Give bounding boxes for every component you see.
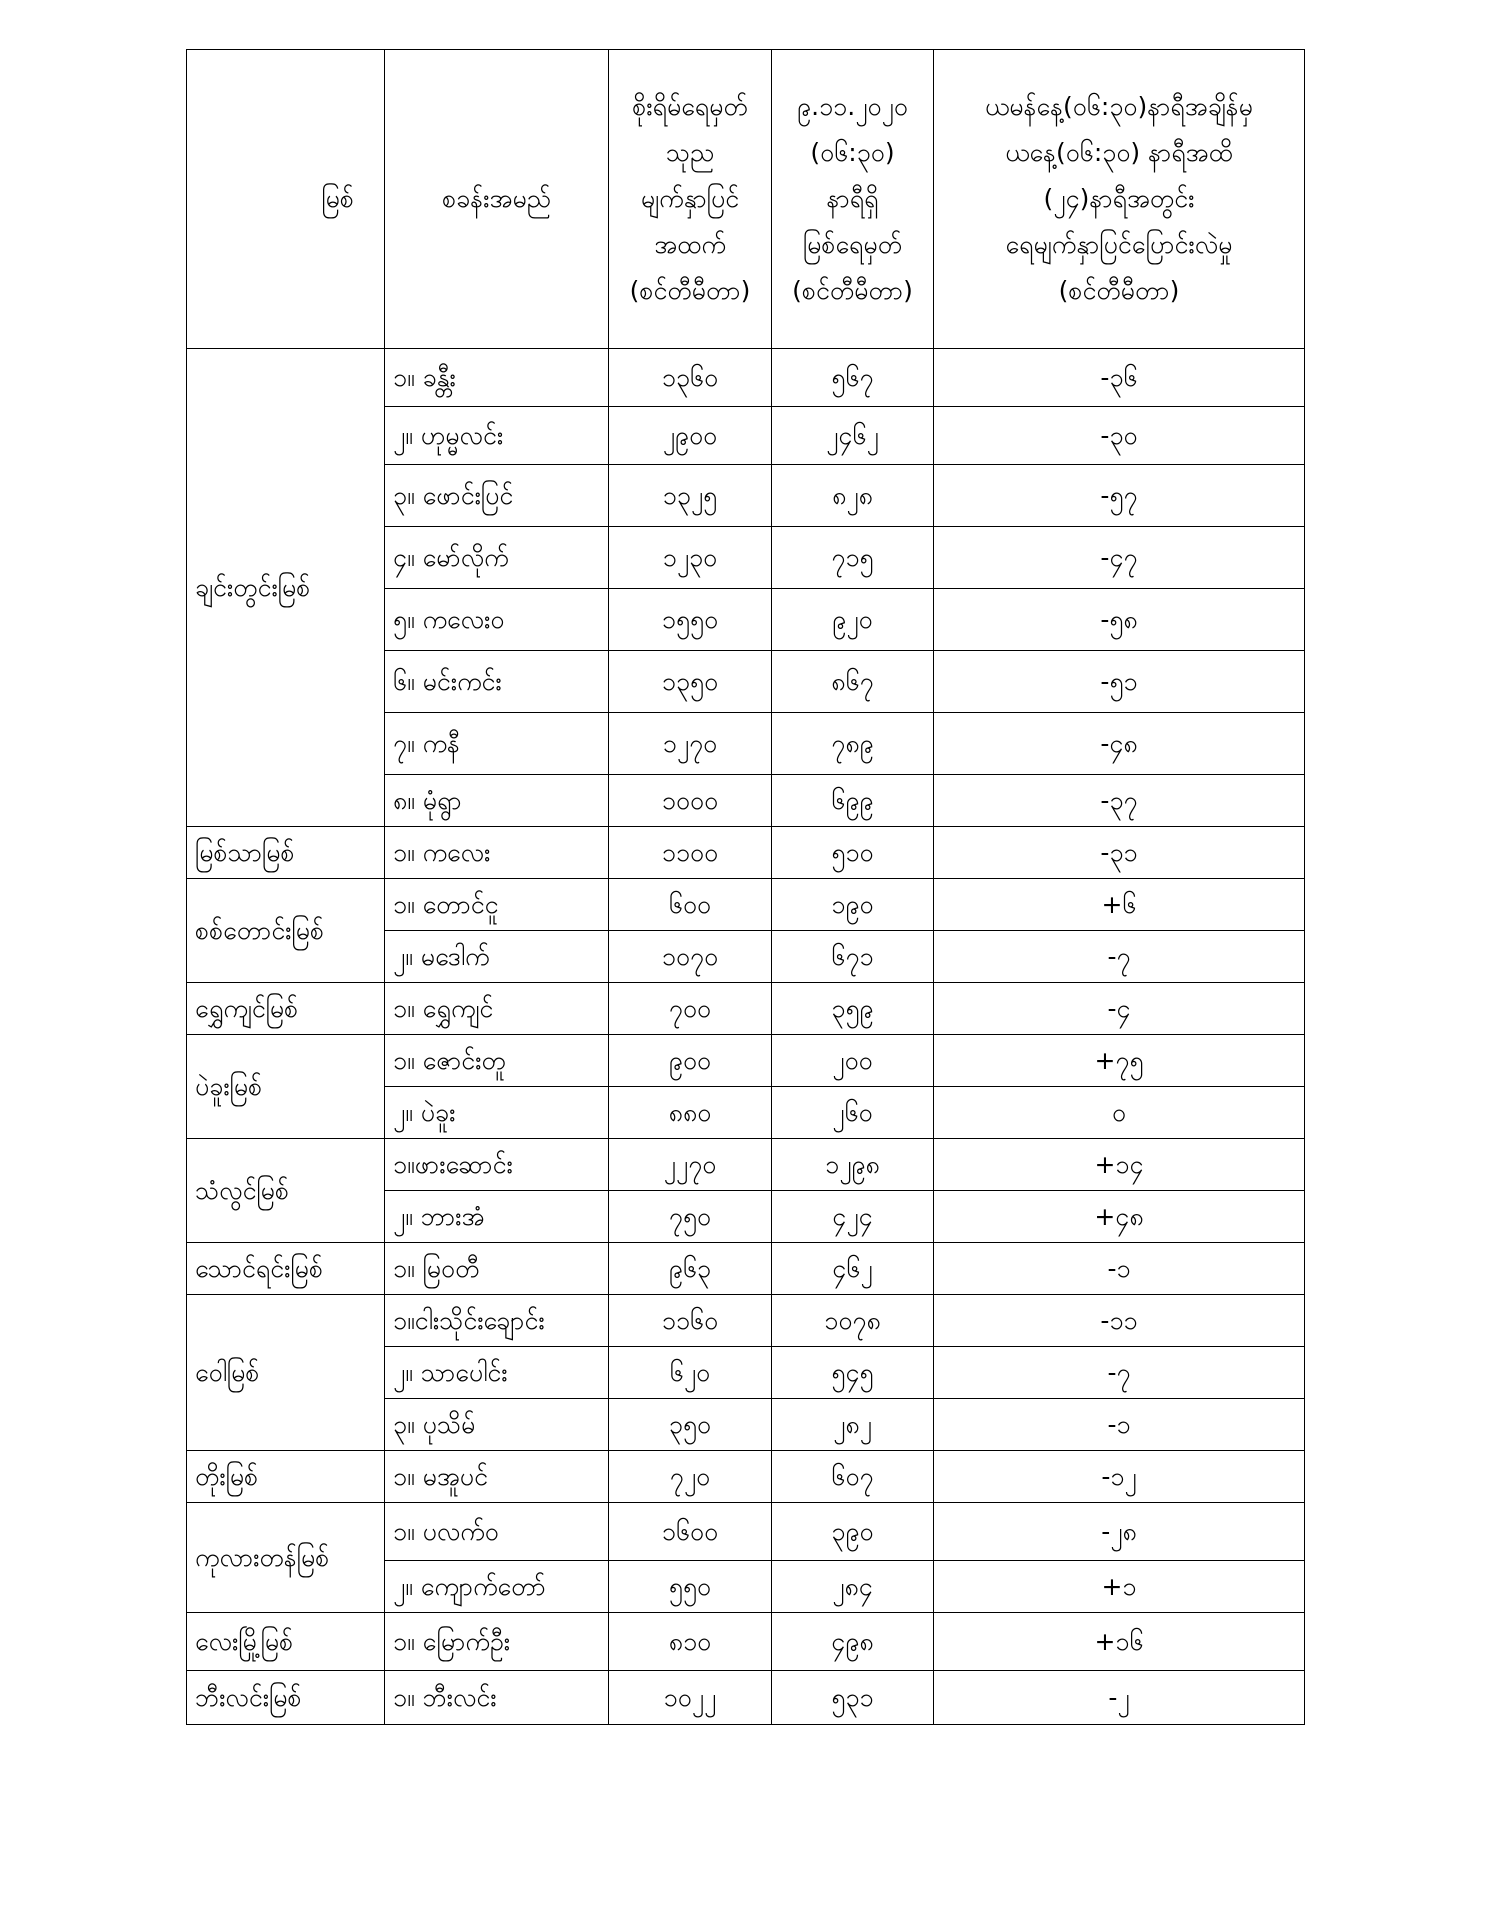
level-change: +၄၈ — [934, 1191, 1305, 1243]
station-name: ၁။ မြဝတီ — [385, 1243, 609, 1295]
river-name: မြစ်သာမြစ် — [187, 827, 385, 879]
danger-level: ၂၂၇၀ — [609, 1139, 772, 1191]
station-name: ၃။ ပုသိမ် — [385, 1399, 609, 1451]
station-name: ၁။ တောင်ငူ — [385, 879, 609, 931]
level-change: +၁၄ — [934, 1139, 1305, 1191]
table-row — [187, 1451, 1305, 1503]
river-name: သံလွင်မြစ် — [187, 1139, 385, 1243]
current-level: ၆၇၁ — [772, 931, 934, 983]
level-change: -၂၈ — [934, 1503, 1305, 1561]
danger-level: ၈၈၀ — [609, 1087, 772, 1139]
current-level: ၄၉၈ — [772, 1613, 934, 1671]
level-change: -၇ — [934, 931, 1305, 983]
river-name: ချင်းတွင်းမြစ် — [187, 349, 385, 827]
water-level-table — [186, 49, 1305, 1725]
danger-level: ၁၅၅၀ — [609, 589, 772, 651]
river-name: လေးမြို့မြစ် — [187, 1613, 385, 1671]
current-level: ၇၁၅ — [772, 527, 934, 589]
river-name: ဘီးလင်းမြစ် — [187, 1671, 385, 1725]
current-level: ၁၀၇၈ — [772, 1295, 934, 1347]
current-level: ၅၆၇ — [772, 349, 934, 407]
level-change: -၄ — [934, 983, 1305, 1035]
table-row — [187, 1139, 1305, 1191]
level-change: -၇ — [934, 1347, 1305, 1399]
header-current-level — [772, 50, 934, 349]
header-current-line: (စင်တီမီတာ) — [792, 276, 913, 305]
header-change-line: ရေမျက်နှာပြင်ပြောင်းလဲမှု — [1005, 230, 1233, 259]
station-name: ၁။ဖားဆောင်း — [385, 1139, 609, 1191]
river-name: စစ်တောင်းမြစ် — [187, 879, 385, 983]
level-change: -၃၁ — [934, 827, 1305, 879]
header-danger-line: အထက် — [654, 230, 726, 259]
table-row — [187, 827, 1305, 879]
level-change: -၁၂ — [934, 1451, 1305, 1503]
station-name: ၂။ ဟုမ္မလင်း — [385, 407, 609, 465]
river-name: ရွှေကျင်မြစ် — [187, 983, 385, 1035]
current-level: ၈၆၇ — [772, 651, 934, 713]
danger-level: ၇၂၀ — [609, 1451, 772, 1503]
table-row — [187, 1613, 1305, 1671]
level-change: -၂ — [934, 1671, 1305, 1725]
danger-level: ၁၁၀၀ — [609, 827, 772, 879]
table-row — [187, 1671, 1305, 1725]
current-level: ၂၈၄ — [772, 1561, 934, 1613]
level-change: -၅၇ — [934, 465, 1305, 527]
header-station: စခန်းအမည် — [385, 50, 609, 349]
header-current-line: ၉.၁၁.၂၀၂၀ — [797, 92, 908, 121]
header-current-line: (၀၆:၃၀) — [810, 138, 895, 167]
current-level: ၅၁၀ — [772, 827, 934, 879]
current-level: ၁၂၉၈ — [772, 1139, 934, 1191]
danger-level: ၈၁၀ — [609, 1613, 772, 1671]
current-level: ၂၈၂ — [772, 1399, 934, 1451]
current-level: ၂၀၀ — [772, 1035, 934, 1087]
header-danger-line: သုည — [665, 138, 715, 167]
danger-level: ၁၀၀၀ — [609, 775, 772, 827]
header-danger-level — [609, 50, 772, 349]
current-level: ၅၄၅ — [772, 1347, 934, 1399]
table-row — [187, 1503, 1305, 1561]
river-name: ကုလားတန်မြစ် — [187, 1503, 385, 1613]
danger-level: ၇၅၀ — [609, 1191, 772, 1243]
station-name: ၇။ ကနီ — [385, 713, 609, 775]
station-name: ၂။ မဒေါက် — [385, 931, 609, 983]
level-change: -၅၁ — [934, 651, 1305, 713]
current-level: ၂၆၀ — [772, 1087, 934, 1139]
station-name: ၂။ ဘားအံ — [385, 1191, 609, 1243]
table-row — [187, 349, 1305, 407]
current-level: ၉၂၀ — [772, 589, 934, 651]
station-name: ၂။ ပဲခူး — [385, 1087, 609, 1139]
level-change: +၆ — [934, 879, 1305, 931]
level-change: -၃၀ — [934, 407, 1305, 465]
header-danger-line: စိုးရိမ်ရေမှတ် — [632, 92, 748, 121]
station-name: ၂။ သာပေါင်း — [385, 1347, 609, 1399]
table-row — [187, 879, 1305, 931]
station-name: ၂။ ကျောက်တော် — [385, 1561, 609, 1613]
table-row — [187, 1243, 1305, 1295]
station-name: ၁။ ခန္တီး — [385, 349, 609, 407]
danger-level: ၁၀၂၂ — [609, 1671, 772, 1725]
level-change: -၁ — [934, 1399, 1305, 1451]
danger-level: ၆၀၀ — [609, 879, 772, 931]
station-name: ၁။ ရွှေကျင် — [385, 983, 609, 1035]
level-change: -၄၈ — [934, 713, 1305, 775]
current-level: ၅၃၁ — [772, 1671, 934, 1725]
header-row — [187, 50, 1305, 349]
current-level: ၄၂၄ — [772, 1191, 934, 1243]
level-change: -၅၈ — [934, 589, 1305, 651]
danger-level: ၅၅၀ — [609, 1561, 772, 1613]
level-change: +၁ — [934, 1561, 1305, 1613]
header-current-line: နာရီရှိ — [826, 184, 879, 213]
current-level: ၆၀၇ — [772, 1451, 934, 1503]
table-row — [187, 1295, 1305, 1347]
current-level: ၁၉၀ — [772, 879, 934, 931]
station-name: ၆။ မင်းကင်း — [385, 651, 609, 713]
danger-level: ၇၀၀ — [609, 983, 772, 1035]
station-name: ၁။ ဇောင်းတူ — [385, 1035, 609, 1087]
danger-level: ၁၆၀၀ — [609, 1503, 772, 1561]
station-name: ၃။ ဖောင်းပြင် — [385, 465, 609, 527]
header-change-line: ယမန်နေ့(၀၆:၃၀)နာရီအချိန်မှ — [985, 92, 1253, 121]
station-name: ၈။ မုံရွာ — [385, 775, 609, 827]
danger-level: ၁၁၆၀ — [609, 1295, 772, 1347]
current-level: ၂၄၆၂ — [772, 407, 934, 465]
river-name: ပဲခူးမြစ် — [187, 1035, 385, 1139]
danger-level: ၃၅၀ — [609, 1399, 772, 1451]
header-change — [934, 50, 1305, 349]
level-change: -၃၆ — [934, 349, 1305, 407]
station-name: ၁။ ဘီးလင်း — [385, 1671, 609, 1725]
danger-level: ၁၂၇၀ — [609, 713, 772, 775]
current-level: ၈၂၈ — [772, 465, 934, 527]
danger-level: ၁၃၅၀ — [609, 651, 772, 713]
header-change-line: ယနေ့(၀၆:၃၀) နာရီအထိ — [1005, 138, 1233, 167]
table-body — [187, 349, 1305, 1725]
table-row — [187, 983, 1305, 1035]
danger-level: ၁၃၂၅ — [609, 465, 772, 527]
river-name: သောင်ရင်းမြစ် — [187, 1243, 385, 1295]
table-row — [187, 1035, 1305, 1087]
river-name: ဝေါမြစ် — [187, 1295, 385, 1451]
danger-level: ၂၉၀၀ — [609, 407, 772, 465]
danger-level: ၁၂၃၀ — [609, 527, 772, 589]
danger-level: ၉၆၃ — [609, 1243, 772, 1295]
danger-level: ၁၀၇၀ — [609, 931, 772, 983]
station-name: ၁။ မြောက်ဦး — [385, 1613, 609, 1671]
level-change: -၄၇ — [934, 527, 1305, 589]
station-name: ၅။ ကလေးဝ — [385, 589, 609, 651]
level-change: -၁၁ — [934, 1295, 1305, 1347]
station-name: ၁။ မအူပင် — [385, 1451, 609, 1503]
current-level: ၃၉၀ — [772, 1503, 934, 1561]
station-name: ၁။ ပလက်ဝ — [385, 1503, 609, 1561]
level-change: +၇၅ — [934, 1035, 1305, 1087]
danger-level: ၆၂၀ — [609, 1347, 772, 1399]
level-change: -၃၇ — [934, 775, 1305, 827]
danger-level: ၁၃၆၀ — [609, 349, 772, 407]
header-danger-line: မျက်နှာပြင် — [640, 184, 740, 213]
river-name: တိုးမြစ် — [187, 1451, 385, 1503]
level-change: ၀ — [934, 1087, 1305, 1139]
station-name: ၄။ မော်လိုက် — [385, 527, 609, 589]
level-change: +၁၆ — [934, 1613, 1305, 1671]
header-river: မြစ် — [187, 50, 385, 349]
current-level: ၄၆၂ — [772, 1243, 934, 1295]
header-danger-line: (စင်တီမီတာ) — [629, 276, 751, 305]
station-name: ၁။ ကလေး — [385, 827, 609, 879]
current-level: ၆၉၉ — [772, 775, 934, 827]
current-level: ၃၅၉ — [772, 983, 934, 1035]
danger-level: ၉၀၀ — [609, 1035, 772, 1087]
header-current-line: မြစ်ရေမှတ် — [802, 230, 903, 259]
current-level: ၇၈၉ — [772, 713, 934, 775]
level-change: -၁ — [934, 1243, 1305, 1295]
header-change-line: (၂၄)နာရီအတွင်း — [1043, 184, 1195, 213]
station-name: ၁။ငါးသိုင်းချောင်း — [385, 1295, 609, 1347]
header-change-line: (စင်တီမီတာ) — [1058, 276, 1180, 305]
